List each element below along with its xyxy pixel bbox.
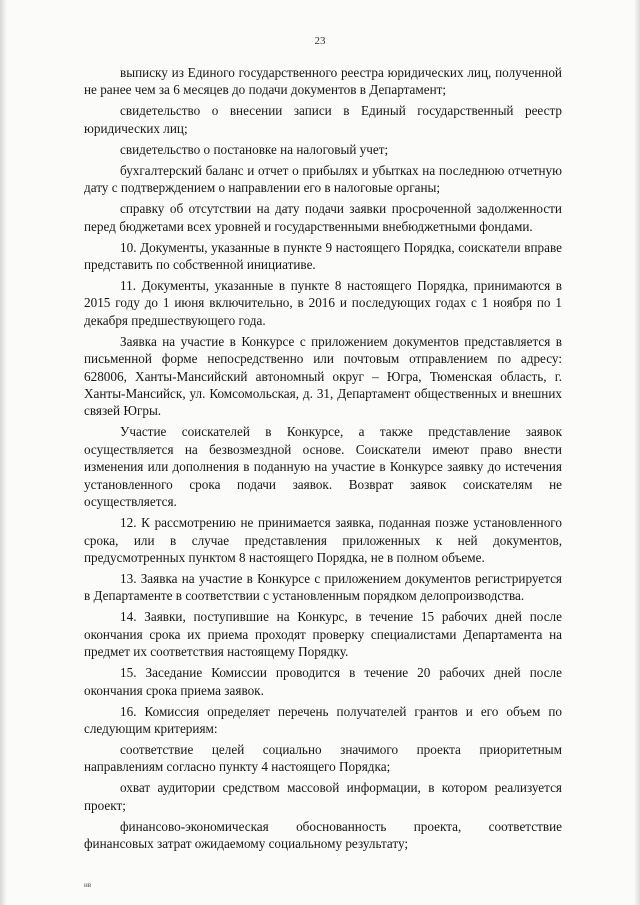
paragraph: соответствие целей социально значимого проекта приоритетным направлениям согласно пункту 4 настоящего Порядка; [84, 741, 562, 775]
scan-edge-left [0, 0, 7, 905]
paragraph: 13. Заявка на участие в Конкурсе с приложением документов регистрируется в Департаменте в соответствии с установленным порядком делопроизводства. [84, 570, 562, 604]
footer-mark: нв [84, 881, 92, 889]
paragraph: 14. Заявки, поступившие на Конкурс, в течение 15 рабочих дней после окончания срока их приема проходят проверку специалистами Департамента на предмет их соответствия настоящему Порядку. [84, 609, 562, 660]
paragraph: 11. Документы, указанные в пункте 8 настоящего Порядка, принимаются в 2015 году до 1 июня включительно, в 2016 и последующих годах с 1 ноября по 1 декабря предшествующего года. [84, 278, 562, 328]
scan-edge-right [634, 0, 640, 905]
paragraph: финансово-экономическая обоснованность проекта, соответствие финансовых затрат ожидаемому социальному результату; [84, 818, 562, 852]
paragraph: 15. Заседание Комиссии проводится в течение 20 рабочих дней после окончания срока приема заявок. [84, 665, 562, 698]
paragraph: свидетельство о постановке на налоговый учет; [120, 141, 389, 157]
paragraph: Заявка на участие в Конкурсе с приложением документов представляется в письменной форме непосредственно или почтовым отправлением по адресу: 628006, Ханты-Мансийский автономный округ – Югра, Тюменская область, г. Ханты-Мансийск, ул. Комсомольская, д. 31, Департамент общественных и внешних связей Югры. [84, 333, 562, 419]
paragraph: охват аудитории средством массовой информации, в котором реализуется проект; [84, 780, 562, 813]
paragraph: 16. Комиссия определяет перечень получателей грантов и его объем по следующим критериям: [84, 703, 562, 736]
paragraph: выписку из Единого государственного реестра юридических лиц, полученной не ранее чем за 6 месяцев до подачи документов в Департамент; [84, 65, 562, 98]
paragraph: 10. Документы, указанные в пункте 9 настоящего Порядка, соискатели вправе представить по собственной инициативе. [84, 239, 562, 273]
paragraph: 12. К рассмотрению не принимается заявка, поданная позже установленного срока, или в случае представления приложенных к ней документов, предусмотренных пунктом 8 настоящего Порядка, не в полном объеме. [84, 515, 562, 565]
paragraph: справку об отсутствии на дату подачи заявки просроченной задолженности перед бюджетами всех уровней и государственными внебюджетными фондами. [84, 201, 562, 234]
paragraph: бухгалтерский баланс и отчет о прибылях и убытках на последнюю отчетную дату с подтверждением о направлении его в налоговые органы; [84, 162, 562, 196]
body-text [84, 64, 562, 856]
paragraph: свидетельство о внесении записи в Единый государственный реестр юридических лиц; [84, 103, 562, 136]
paragraph: Участие соискателей в Конкурсе, а также представление заявок осуществляется на безвозмездной основе. Соискатели имеют право внести изменения или дополнения в поданную на участие в Конкурсе заявку до истечения установленного срока подачи заявок. Возврат заявок соискателям не осуществляется. [84, 424, 562, 510]
page-number: 23 [314, 35, 326, 47]
